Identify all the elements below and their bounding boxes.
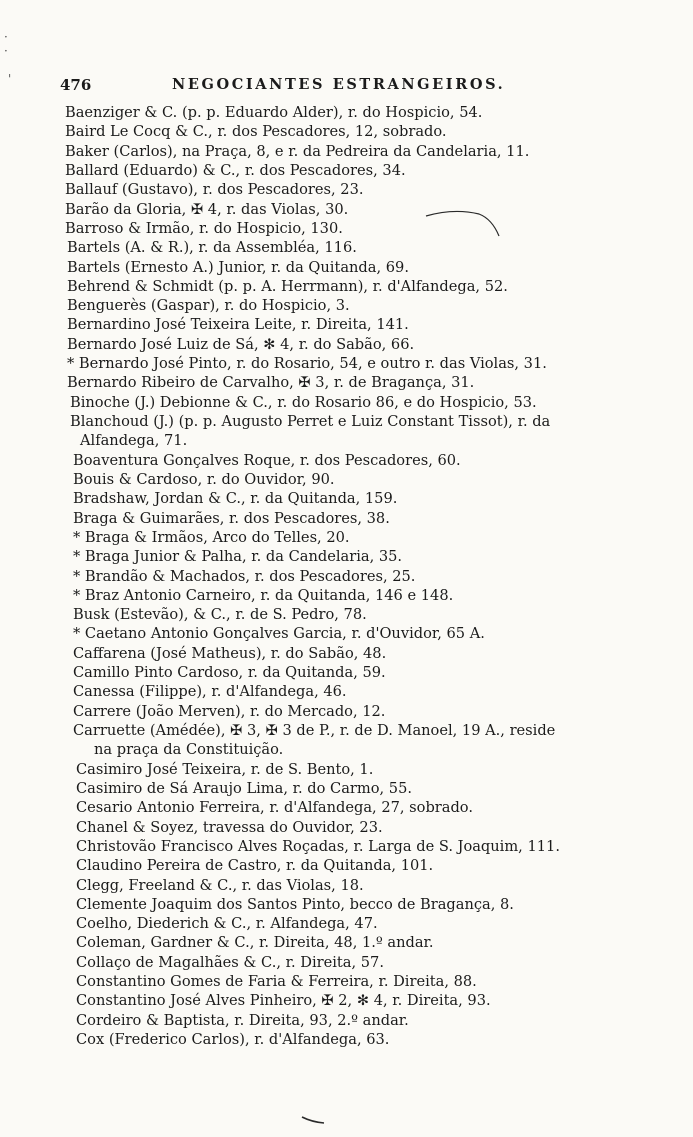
list-item: Bartels (Ernesto A.) Junior, r. da Quitanda, 69. xyxy=(67,258,409,276)
list-item: * Braga & Irmãos, Arco do Telles, 20. xyxy=(73,528,350,546)
list-item-continuation: na praça da Constituição. xyxy=(94,741,284,759)
list-item: Ballard (Eduardo) & C., r. dos Pescadores, 34. xyxy=(65,161,406,179)
list-item: Benguerès (Gaspar), r. do Hospicio, 3. xyxy=(67,297,350,315)
list-item: * Brandão & Machados, r. dos Pescadores, 25. xyxy=(73,567,416,585)
list-item: Coleman, Gardner & C., r. Direita, 48, 1.º andar. xyxy=(76,934,434,952)
page-header xyxy=(60,76,575,98)
list-item: Baird Le Cocq & C., r. dos Pescadores, 12, sobrado. xyxy=(65,123,447,141)
list-item: Cox (Frederico Carlos), r. d'Alfandega, 63. xyxy=(76,1031,390,1048)
list-item: Bartels (A. & R.), r. da Assembléa, 116. xyxy=(67,239,357,257)
list-item: Baenziger & C. (p. p. Eduardo Alder), r. do Hospicio, 54. xyxy=(65,104,483,121)
list-item: * Bernardo José Pinto, r. do Rosario, 54, e outro r. das Violas, 31. xyxy=(67,355,547,373)
list-item: Bernardo Ribeiro de Carvalho, ✠ 3, r. de Bragança, 31. xyxy=(67,374,475,392)
list-item: * Braz Antonio Carneiro, r. da Quitanda, 146 e 148. xyxy=(73,586,454,604)
list-item: Constantino Gomes de Faria & Ferreira, r. Direita, 88. xyxy=(76,973,477,991)
list-item: Clegg, Freeland & C., r. das Violas, 18. xyxy=(76,876,364,894)
list-item: Bernardo José Luiz de Sá, ✻ 4, r. do Sabão, 66. xyxy=(67,335,415,353)
list-item: Carruette (Amédée), ✠ 3, ✠ 3 de P., r. de D. Manoel, 19 A., reside xyxy=(73,722,556,739)
list-item: Clemente Joaquim dos Santos Pinto, becco de Bragança, 8. xyxy=(76,895,514,913)
merchant-list xyxy=(62,103,622,1049)
list-item: * Braga Junior & Palha, r. da Candelaria, 35. xyxy=(73,548,403,566)
list-item: Barroso & Irmão, r. do Hospicio, 130. xyxy=(65,219,343,237)
margin-speck: · xyxy=(4,30,8,44)
list-item: Busk (Estevão), & C., r. de S. Pedro, 78. xyxy=(73,606,367,624)
list-item: Barão da Gloria, ✠ 4, r. das Violas, 30. xyxy=(65,200,349,218)
list-item: Bradshaw, Jordan & C., r. da Quitanda, 159. xyxy=(73,490,398,508)
list-item: Carrere (João Merven), r. do Mercado, 12. xyxy=(73,702,386,720)
list-item: Caffarena (José Matheus), r. do Sabão, 48. xyxy=(73,644,387,662)
list-item: Behrend & Schmidt (p. p. A. Herrmann), r. d'Alfandega, 52. xyxy=(67,277,508,295)
margin-speck: ' xyxy=(8,72,12,86)
running-title: NEGOCIANTES ESTRANGEIROS. xyxy=(172,76,506,93)
list-item: Christovão Francisco Alves Roçadas, r. Larga de S. Joaquim, 111. xyxy=(76,837,560,855)
list-item: Canessa (Filippe), r. d'Alfandega, 46. xyxy=(73,683,347,701)
list-item: Chanel & Soyez, travessa do Ouvidor, 23. xyxy=(76,818,383,836)
list-item: Collaço de Magalhães & C., r. Direita, 57. xyxy=(76,953,384,971)
list-item: Boaventura Gonçalves Roque, r. dos Pescadores, 60. xyxy=(73,451,461,469)
list-item: Cesario Antonio Ferreira, r. d'Alfandega, 27, sobrado. xyxy=(76,799,473,817)
ink-mark xyxy=(300,1114,330,1128)
list-item: Binoche (J.) Debionne & C., r. do Rosario 86, e do Hospicio, 53. xyxy=(70,393,537,411)
list-item: Casimiro José Teixeira, r. de S. Bento, 1. xyxy=(76,760,374,778)
margin-speck: · xyxy=(4,44,8,58)
list-item: Bouis & Cardoso, r. do Ouvidor, 90. xyxy=(73,470,335,488)
list-item: Constantino José Alves Pinheiro, ✠ 2, ✻ 4, r. Direita, 93. xyxy=(76,992,491,1010)
page-number: 476 xyxy=(60,76,92,94)
list-item: Casimiro de Sá Araujo Lima, r. do Carmo, 55. xyxy=(76,779,412,797)
list-item: Braga & Guimarães, r. dos Pescadores, 38. xyxy=(73,509,390,527)
list-item: Cordeiro & Baptista, r. Direita, 93, 2.º andar. xyxy=(76,1011,409,1029)
list-item: Camillo Pinto Cardoso, r. da Quitanda, 59. xyxy=(73,664,386,682)
list-item: Baker (Carlos), na Praça, 8, e r. da Pedreira da Candelaria, 11. xyxy=(65,142,530,160)
list-item-continuation: Alfandega, 71. xyxy=(80,432,188,450)
list-item: Bernardino José Teixeira Leite, r. Direita, 141. xyxy=(67,316,409,334)
list-item: Claudino Pereira de Castro, r. da Quitanda, 101. xyxy=(76,857,434,875)
list-item: Coelho, Diederich & C., r. Alfandega, 47. xyxy=(76,915,378,933)
list-item: * Caetano Antonio Gonçalves Garcia, r. d'Ouvidor, 65 A. xyxy=(73,625,485,643)
list-item: Ballauf (Gustavo), r. dos Pescadores, 23. xyxy=(65,181,364,199)
list-item: Blanchoud (J.) (p. p. Augusto Perret e Luiz Constant Tissot), r. da xyxy=(70,413,551,430)
